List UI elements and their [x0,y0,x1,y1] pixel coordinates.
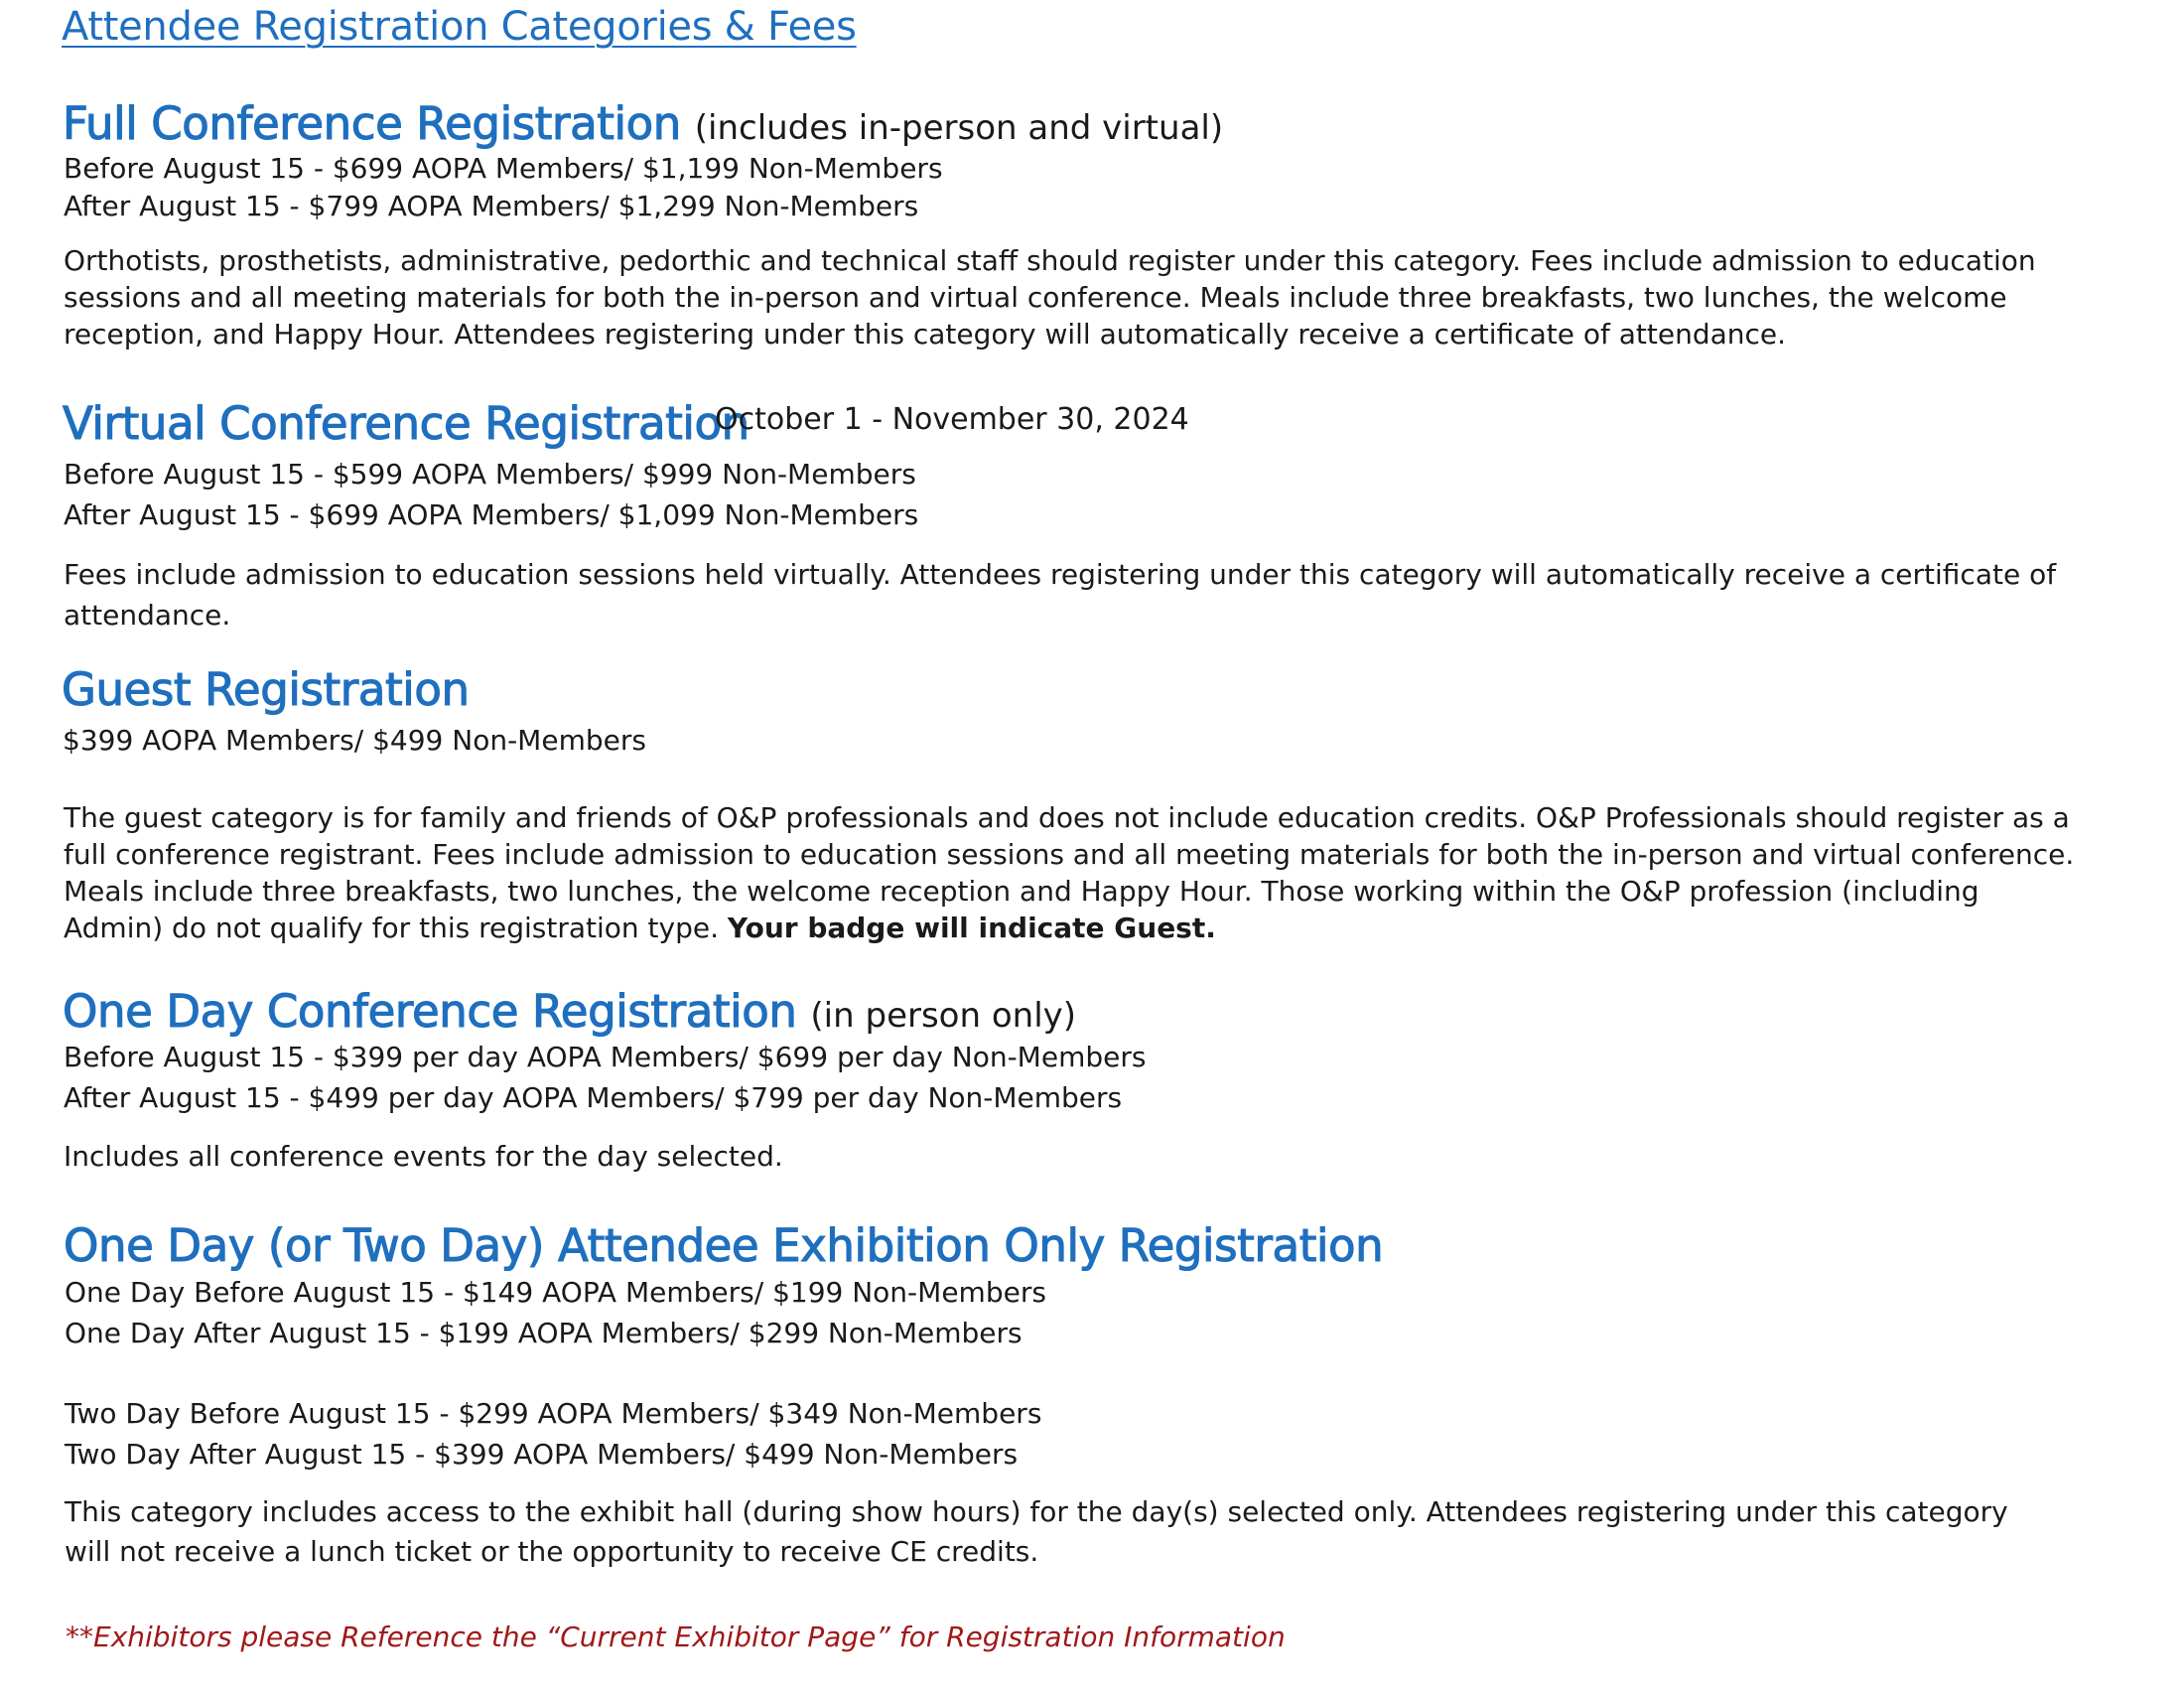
guest-desc-line: Meals include three breakfasts, two lunches, the welcome reception and Happy Hour. Those working within the O&P profession (including [64,875,1979,908]
full-fee-after: After August 15 - $799 AOPA Members/ $1,299 Non-Members [64,190,919,222]
virtual-conference-title: Virtual Conference Registration [63,397,750,450]
one-day-heading [63,985,1076,1038]
one-day-note: (in person only) [810,996,1077,1036]
full-fee-before: Before August 15 - $699 AOPA Members/ $1,199 Non-Members [64,152,943,185]
guest-desc-line [64,910,2074,946]
guest-desc-line: full conference registrant. Fees include admission to education sessions and all meeting materials for both the in-person and virtual conference. [64,838,2075,871]
guest-desc-text: Admin) do not qualify for this registration type. [64,912,728,944]
exhibition-desc-line: This category includes access to the exhibit hall (during show hours) for the day(s) selected only. Attendees registering under this category [65,1495,2008,1528]
virtual-description [64,554,2056,635]
guest-badge-note: Your badge will indicate Guest. [727,912,1216,944]
full-desc-line: reception, and Happy Hour. Attendees registering under this category will automatically receive a certificate of attendance. [64,318,1787,351]
virtual-desc-line: attendance. [64,599,231,632]
virtual-desc-line: Fees include admission to education sessions held virtually. Attendees registering under this category will automatically receive a certificate of [64,558,2057,591]
exhibition-title: One Day (or Two Day) Attendee Exhibition Only Registration [64,1219,1384,1272]
virtual-fee-after: After August 15 - $699 AOPA Members/ $1,099 Non-Members [64,498,919,531]
full-desc-line: sessions and all meeting materials for both the in-person and virtual conference. Meals include three breakfasts, two lunches, the welcome [64,281,2007,314]
full-conference-heading [63,97,1223,150]
page-title[interactable]: Attendee Registration Categories & Fees [62,4,857,50]
exhibition-desc-line: will not receive a lunch ticket or the opportunity to receive CE credits. [65,1535,1039,1568]
one-day-fee-before: Before August 15 - $399 per day AOPA Members/ $699 per day Non-Members [64,1041,1147,1073]
guest-title: Guest Registration [62,663,470,716]
guest-fee: $399 AOPA Members/ $499 Non-Members [63,724,646,757]
exhibition-two-day-before: Two Day Before August 15 - $299 AOPA Members/ $349 Non-Members [65,1397,1042,1430]
guest-description [64,799,2074,946]
exhibition-one-day-after: One Day After August 15 - $199 AOPA Members/ $299 Non-Members [65,1317,1023,1349]
one-day-description: Includes all conference events for the day selected. [64,1140,783,1173]
full-desc-line: Orthotists, prosthetists, administrative, pedorthic and technical staff should register under this category. Fees include admission to education [64,244,2036,277]
one-day-fee-after: After August 15 - $499 per day AOPA Members/ $799 per day Non-Members [64,1081,1123,1114]
full-conference-note: (includes in-person and virtual) [694,108,1224,148]
full-description [64,242,2036,352]
virtual-fee-before: Before August 15 - $599 AOPA Members/ $999 Non-Members [64,458,916,491]
exhibition-description [65,1492,2008,1572]
exhibition-one-day-before: One Day Before August 15 - $149 AOPA Members/ $199 Non-Members [65,1276,1046,1309]
full-conference-title: Full Conference Registration [63,97,681,150]
exhibitor-footnote: **Exhibitors please Reference the “Current Exhibitor Page” for Registration Information [66,1620,1286,1653]
one-day-title: One Day Conference Registration [63,985,797,1038]
guest-desc-line: The guest category is for family and friends of O&P professionals and does not include education credits. O&P Professionals should register as a [64,801,2070,834]
virtual-conference-dates: October 1 - November 30, 2024 [715,402,1189,437]
exhibition-two-day-after: Two Day After August 15 - $399 AOPA Members/ $499 Non-Members [65,1438,1019,1471]
